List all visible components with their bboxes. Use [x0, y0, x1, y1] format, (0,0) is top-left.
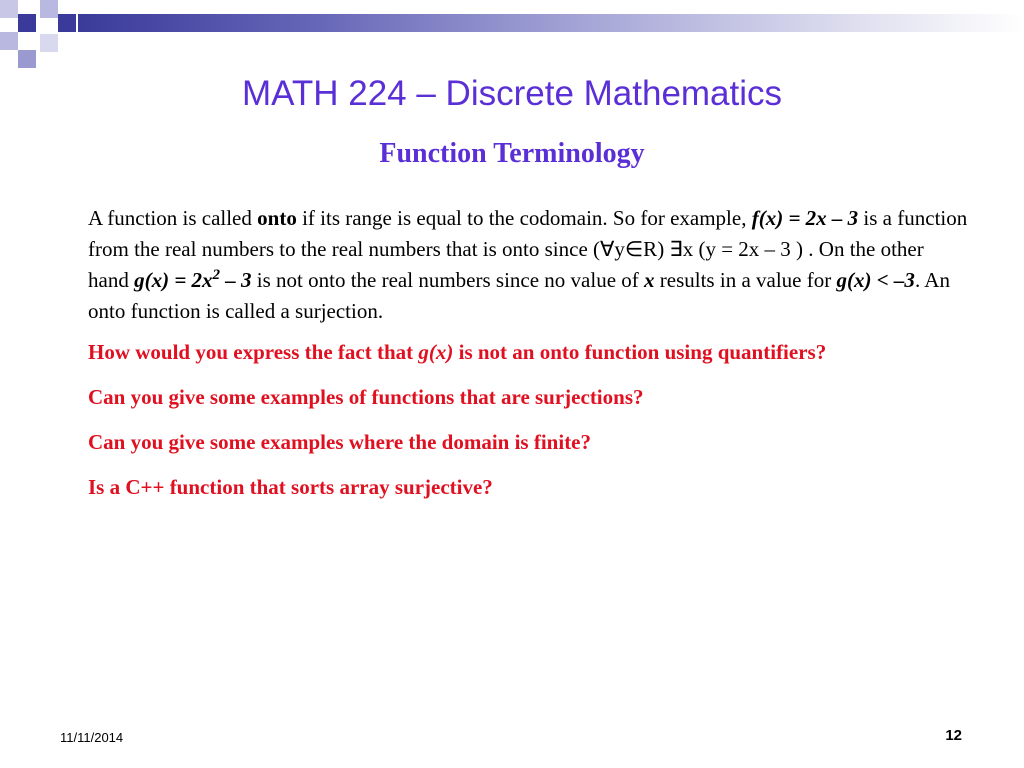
deco-square — [18, 50, 36, 68]
question-2: Can you give some examples of functions that are surjections? — [88, 385, 644, 409]
body-text: . On the other hand — [88, 237, 924, 292]
deco-square — [0, 32, 18, 50]
question-3: Can you give some examples where the domain is finite? — [88, 430, 592, 454]
slide-subtitle: Function Terminology — [379, 138, 645, 169]
body-text: . An onto function is called a surjection. — [88, 268, 950, 323]
inequality-g: g(x) < –3 — [836, 268, 915, 292]
body-paragraph — [88, 203, 968, 327]
slide-number: 12 — [945, 727, 962, 744]
deco-square — [40, 0, 58, 18]
formula-f: f(x) = 2x – 3 — [751, 206, 859, 230]
question-text: How would you express the fact that — [88, 340, 419, 364]
question-1 — [88, 337, 968, 368]
formula-g: g(x) = 2x — [134, 268, 213, 292]
question-4: Is a C++ function that sorts array surjective? — [88, 475, 493, 499]
slide-title: MATH 224 – Discrete Mathematics — [241, 74, 783, 113]
body-text: is not onto the real numbers since no value of — [251, 268, 645, 292]
body-text: A function is called — [88, 206, 258, 230]
body-text: results in a value for — [654, 268, 837, 292]
deco-square — [58, 14, 76, 32]
formula-g-tail: – 3 — [220, 268, 252, 292]
variable-x: x — [644, 268, 655, 292]
deco-square — [0, 0, 18, 18]
quantifier-expression: (∀y∈R) ∃x (y = 2x – 3 ) — [593, 237, 804, 261]
body-text: if its range is equal to the codomain. So for example, — [296, 206, 752, 230]
deco-square — [40, 34, 58, 52]
footer-date: 11/11/2014 — [60, 730, 124, 745]
question-function: g(x) — [418, 340, 454, 364]
body-text: is a function from the real numbers to the real numbers that is onto since — [88, 206, 968, 261]
slide-content — [88, 203, 968, 503]
question-text: is not an onto function using quantifiers? — [453, 340, 827, 364]
formula-g-exponent: 2 — [212, 267, 221, 283]
header-gradient-band — [78, 14, 1024, 32]
term-onto: onto — [257, 206, 297, 230]
deco-square — [18, 14, 36, 32]
